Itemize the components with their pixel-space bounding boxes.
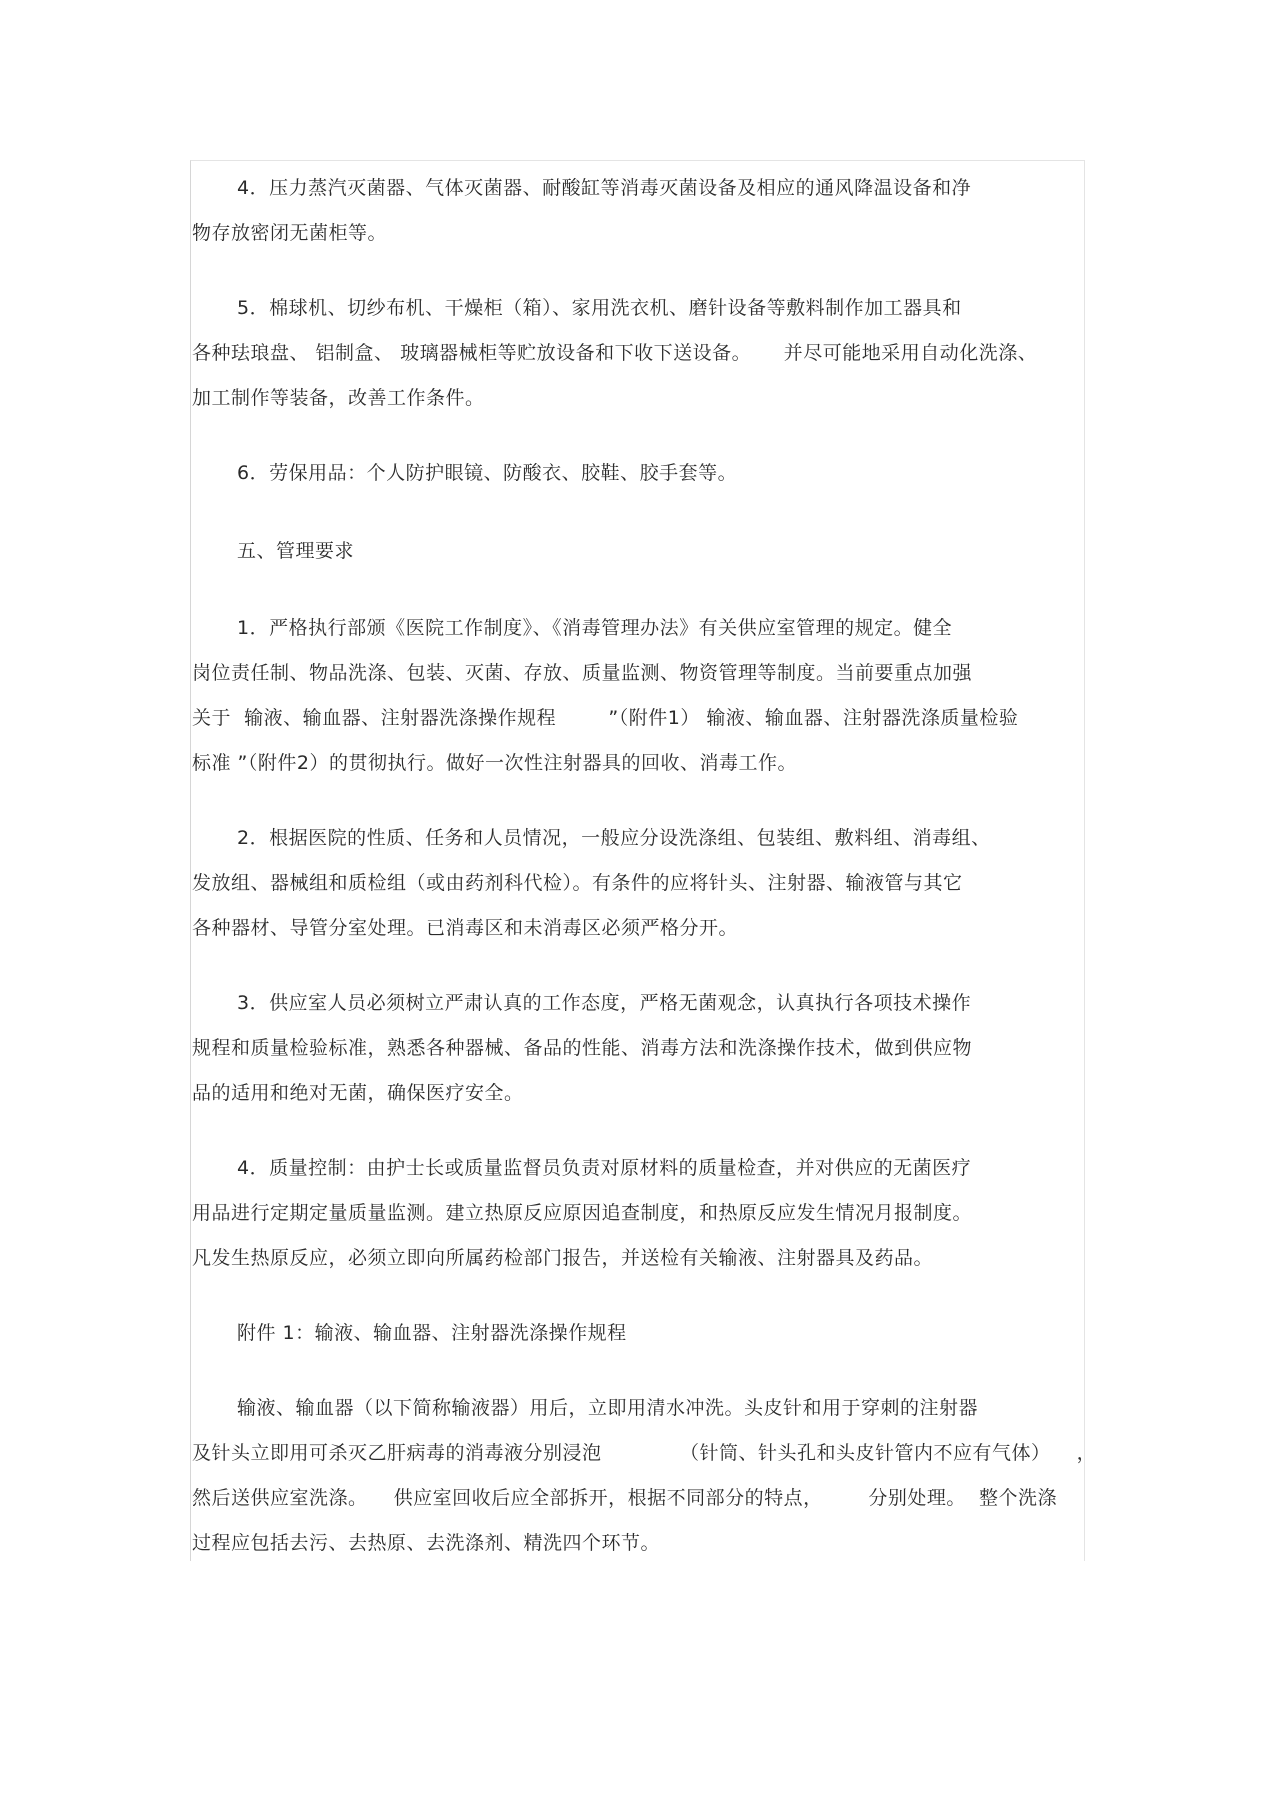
text-line: 各种珐琅盘、 铝制盒、 玻璃器械柜等贮放设备和下收下送设备。 并尽可能地采用自动化洗涤、	[192, 342, 1038, 364]
text-line: 3．供应室人员必须树立严肃认真的工作态度，严格无菌观念，认真执行各项技术操作	[237, 992, 972, 1014]
text-line: 4．压力蒸汽灭菌器、气体灭菌器、耐酸缸等消毒灭菌设备及相应的通风降温设备和净	[237, 177, 972, 199]
text-line: 6．劳保用品：个人防护眼镜、防酸衣、胶鞋、胶手套等。	[237, 462, 738, 484]
text-line: 发放组、器械组和质检组（或由药剂科代检）。有条件的应将针头、注射器、输液管与其它	[192, 872, 963, 894]
text-line: 及针头立即用可杀灭乙肝病毒的消毒液分别浸泡 （针筒、针头孔和头皮针管内不应有气体） ，	[192, 1442, 1097, 1464]
text-line: 凡发生热原反应，必须立即向所属药检部门报告，并送检有关输液、注射器具及药品。	[192, 1247, 934, 1269]
text-line: 加工制作等装备，改善工作条件。	[192, 387, 485, 409]
text-line: 各种器材、导管分室处理。已消毒区和未消毒区必须严格分开。	[192, 917, 739, 939]
text-line: 品的适用和绝对无菌，确保医疗安全。	[192, 1082, 524, 1104]
text-line: 过程应包括去污、去热原、去洗涤剂、精洗四个环节。	[192, 1532, 661, 1554]
text-line: 物存放密闭无菌柜等。	[192, 222, 388, 244]
text-line: 1．严格执行部颁《医院工作制度》、《消毒管理办法》有关供应室管理的规定。健全	[237, 617, 953, 639]
text-line: 4．质量控制：由护士长或质量监督员负责对原材料的质量检查，并对供应的无菌医疗	[237, 1157, 972, 1179]
text-line: 标准 ”（附件2）的贯彻执行。做好一次性注射器具的回收、消毒工作。	[192, 752, 797, 774]
attachment-heading: 附件 1：输液、输血器、注射器洗涤操作规程	[237, 1322, 627, 1344]
section-heading: 五、管理要求	[237, 540, 355, 562]
text-line: 用品进行定期定量质量监测。建立热原反应原因追查制度，和热原反应发生情况月报制度。	[192, 1202, 973, 1224]
page-frame	[190, 160, 1085, 1561]
text-line: 关于 输液、输血器、注射器洗涤操作规程 ”（附件1） 输液、输血器、注射器洗涤质量检验	[192, 707, 1019, 729]
text-line: 规程和质量检验标准，熟悉各种器械、备品的性能、消毒方法和洗涤操作技术，做到供应物	[192, 1037, 973, 1059]
text-line: 然后送供应室洗涤。 供应室回收后应全部拆开，根据不同部分的特点， 分别处理。 整个洗涤	[192, 1487, 1058, 1509]
text-line: 2．根据医院的性质、任务和人员情况，一般应分设洗涤组、包装组、敷料组、消毒组、	[237, 827, 991, 849]
text-line: 岗位责任制、物品洗涤、包装、灭菌、存放、质量监测、物资管理等制度。当前要重点加强	[192, 662, 973, 684]
text-line: 输液、输血器（以下简称输液器）用后，立即用清水冲洗。头皮针和用于穿刺的注射器	[237, 1397, 979, 1419]
text-line: 5．棉球机、切纱布机、干燥柜（箱）、家用洗衣机、磨针设备等敷料制作加工器具和	[237, 297, 962, 319]
